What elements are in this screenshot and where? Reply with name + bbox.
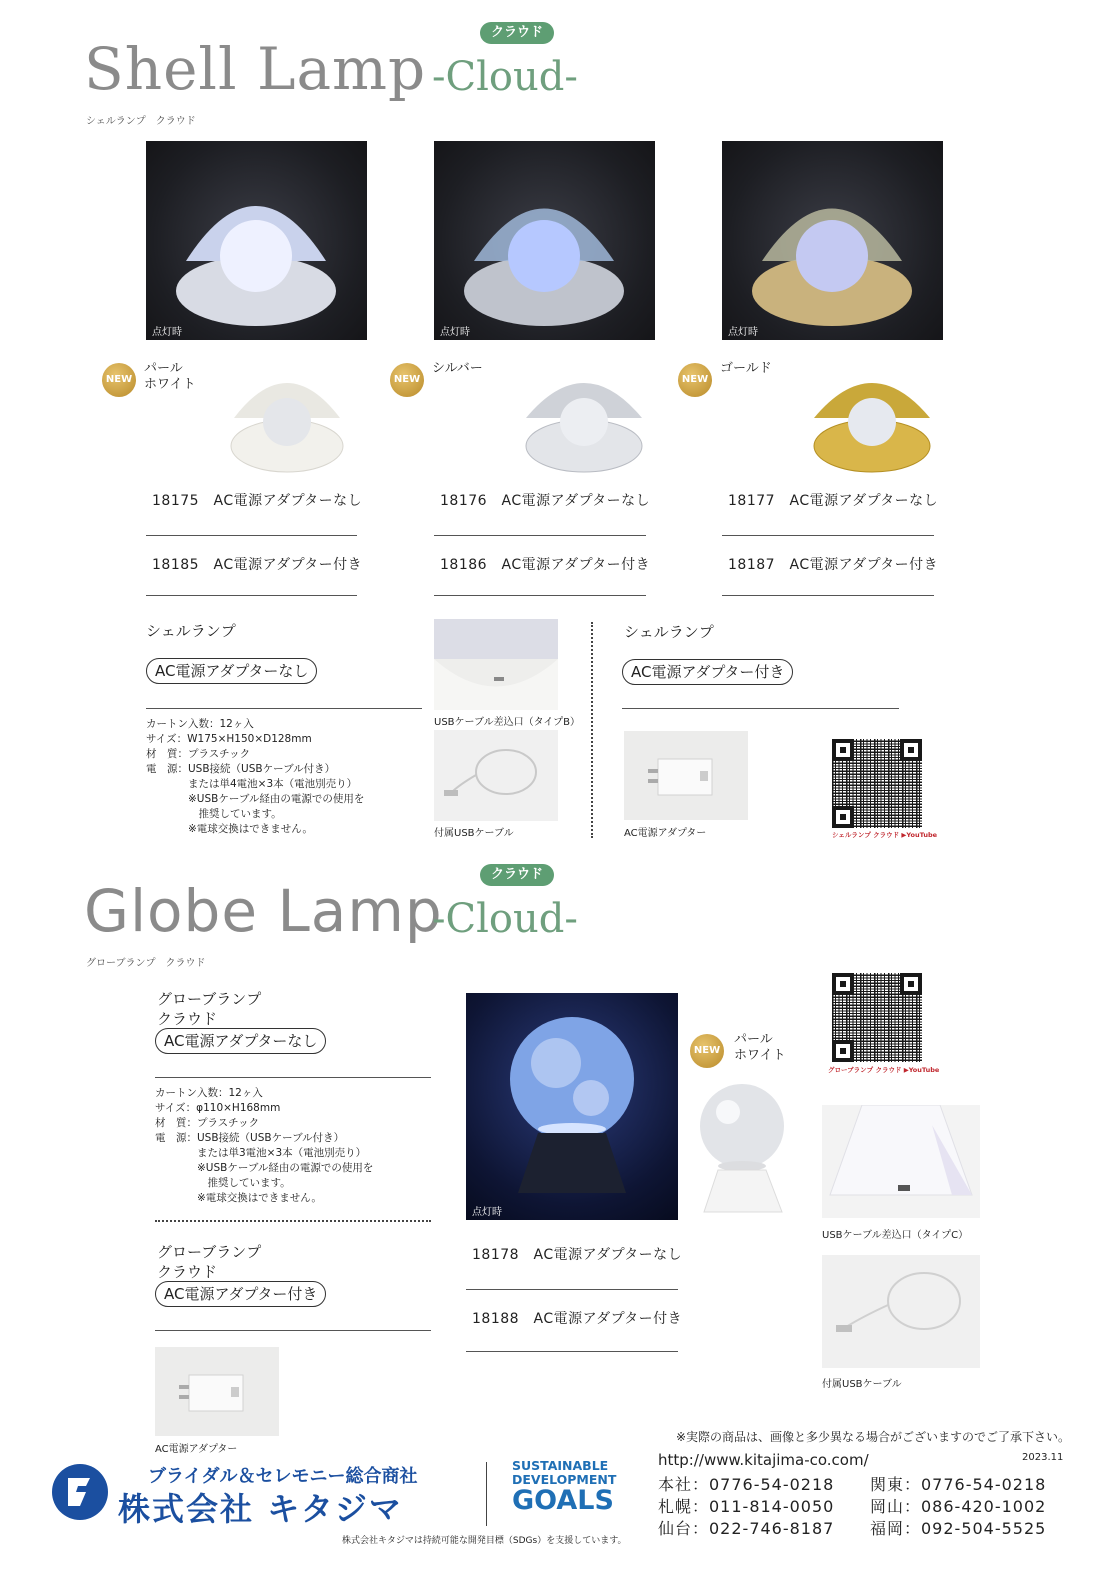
divider [155,1077,431,1078]
usb-port-image [822,1105,980,1218]
divider [146,595,357,596]
globe-heading-with-1: グローブランプ [157,1243,262,1261]
sdgs-note: 株式会社キタジマは持続可能な開発目標（SDGs）を支援しています。 [342,1536,627,1546]
shell-lamp-lit-image [722,141,943,340]
globe-heading-none-1: グローブランプ [157,990,262,1008]
company-logo-icon [50,1462,110,1522]
footer-divider [486,1462,487,1526]
sku-with-silver: 18186 AC電源アダプター付き [440,557,651,573]
date-text: 2023.11 [1022,1452,1064,1463]
adapter-none-pill: AC電源アダプターなし [146,658,317,684]
company-tagline: ブライダル＆セレモニー総合商社 [148,1466,418,1487]
divider [434,595,646,596]
ac-adapter-image [624,731,748,820]
title-suffix: -Cloud- [432,896,578,942]
usb-cable-image [434,730,558,821]
adapter-caption: AC電源アダプター [624,828,707,839]
divider [155,1330,431,1331]
section-heading-none: シェルランプ [146,622,236,640]
qr-code-globe[interactable] [832,973,922,1062]
adapter-with-pill: AC電源アダプター付き [622,659,793,685]
title-suffix: -Cloud- [432,54,578,100]
shell-lamp-gold-image [804,358,940,474]
sdgs-line-1: SUSTAINABLE [512,1458,609,1473]
lit-label: 点灯時 [728,327,758,338]
cloud-badge: クラウド [480,864,554,886]
lit-photo-pearl-white [146,141,367,340]
shell-lamp-silver-image [516,358,652,474]
globe-color-name: パール ホワイト [734,1032,786,1063]
color-name-gold: ゴールド [720,361,772,376]
new-badge: NEW [390,363,424,397]
globe-usb-cable-photo [822,1255,980,1368]
color-name-silver: シルバー [432,361,483,376]
adapter-photo [624,731,748,820]
spec-list: カートン入数：12ヶ入 サイズ：W175×H150×D128mm 材 質：プラスチック 電 源：USB接続（USBケーブル付き） または単4電池×3本（電池別売り） ※USBケーブル経由の電源での使用を 推奨しています。 ※電球交換はできません。 [146,718,365,835]
lit-label: 点灯時 [440,327,470,338]
qr-code-shell[interactable] [832,739,922,828]
shell-lamp-lit-image [434,141,655,340]
notice-text: ※実際の商品は、画像と多少異なる場合がございますのでご了承下さい。 [676,1430,1071,1444]
globe-adapter-none-pill: AC電源アダプターなし [155,1028,326,1054]
globe-title: Globe Lamp [84,877,443,945]
divider [146,535,357,536]
color-name-pearl-white: パール ホワイト [144,361,196,392]
sku-with-pearl-white: 18185 AC電源アダプター付き [152,557,363,573]
usb-port-caption: USBケーブル差込口（タイプB） [434,717,580,728]
divider [622,708,899,709]
divider [466,1289,678,1290]
usb-cable-image [822,1255,980,1368]
globe-lamp-lit-image [466,993,678,1220]
divider [722,535,934,536]
website-link[interactable]: http://www.kitajima-co.com/ [658,1451,869,1469]
globe-usb-cable-caption: 付属USBケーブル [822,1379,902,1390]
globe-adapter-with-pill: AC電源アダプター付き [155,1281,326,1307]
globe-adapter-photo [155,1347,279,1436]
shell-lamp-pearl-white-image [224,358,350,474]
shell-lamp-lit-image [146,141,367,340]
title-kana: グローブランプ クラウド [86,958,206,969]
globe-sku-with: 18188 AC電源アダプター付き [472,1311,683,1327]
divider [434,535,646,536]
qr-caption-globe: グローブランプ クラウド ▶YouTube [828,1066,940,1074]
globe-usb-port-photo [822,1105,980,1218]
cloud-badge: クラウド [480,22,554,44]
contacts-right: 関東：0776-54-0218 岡山：086-420-1002 福岡：092-504-5525 [870,1475,1047,1538]
sdgs-line-2: DEVELOPMENT [512,1472,617,1487]
sdgs-line-3: GOALS [512,1485,614,1516]
section-heading-with: シェルランプ [624,623,714,641]
globe-lit-photo [466,993,678,1220]
divider [146,708,422,709]
page-title: Shell Lamp [84,35,427,103]
qr-caption-shell: シェルランプ クラウド ▶YouTube [832,831,938,839]
globe-adapter-caption: AC電源アダプター [155,1444,238,1455]
ac-adapter-image [155,1347,279,1436]
globe-heading-with-2: クラウド [157,1263,218,1281]
globe-sku-none: 18178 AC電源アダプターなし [472,1247,683,1263]
sku-with-gold: 18187 AC電源アダプター付き [728,557,939,573]
lit-label: 点灯時 [152,327,182,338]
divider [722,595,934,596]
company-name: 株式会社 キタジマ [118,1490,403,1528]
globe-spec-list: カートン入数：12ヶ入 サイズ：φ110×H168mm 材 質：プラスチック 電 源：USB接続（USBケーブル付き） または単3電池×3本（電池別売り） ※USBケーブル経由の電源での使用を 推奨しています。 ※電球交換はできません。 [155,1087,374,1204]
divider [466,1351,678,1352]
usb-port-photo [434,619,558,710]
dotted-divider [155,1220,431,1222]
sku-none-silver: 18176 AC電源アダプターなし [440,493,651,509]
dotted-divider [591,622,593,838]
usb-port-image [434,619,558,710]
sku-none-pearl-white: 18175 AC電源アダプターなし [152,493,363,509]
globe-usb-port-caption: USBケーブル差込口（タイプC） [822,1230,969,1241]
sku-none-gold: 18177 AC電源アダプターなし [728,493,939,509]
new-badge: NEW [690,1034,724,1068]
globe-heading-none-2: クラウド [157,1010,218,1028]
new-badge: NEW [102,363,136,397]
title-kana: シェルランプ クラウド [86,116,196,127]
globe-lamp-pearl-white-image [692,1080,794,1220]
lit-photo-silver [434,141,655,340]
usb-cable-photo [434,730,558,821]
new-badge: NEW [678,363,712,397]
lit-label: 点灯時 [472,1207,502,1218]
lit-photo-gold [722,141,943,340]
contacts-left: 本社：0776-54-0218 札幌：011-814-0050 仙台：022-746-8187 [658,1475,835,1538]
usb-cable-caption: 付属USBケーブル [434,828,514,839]
